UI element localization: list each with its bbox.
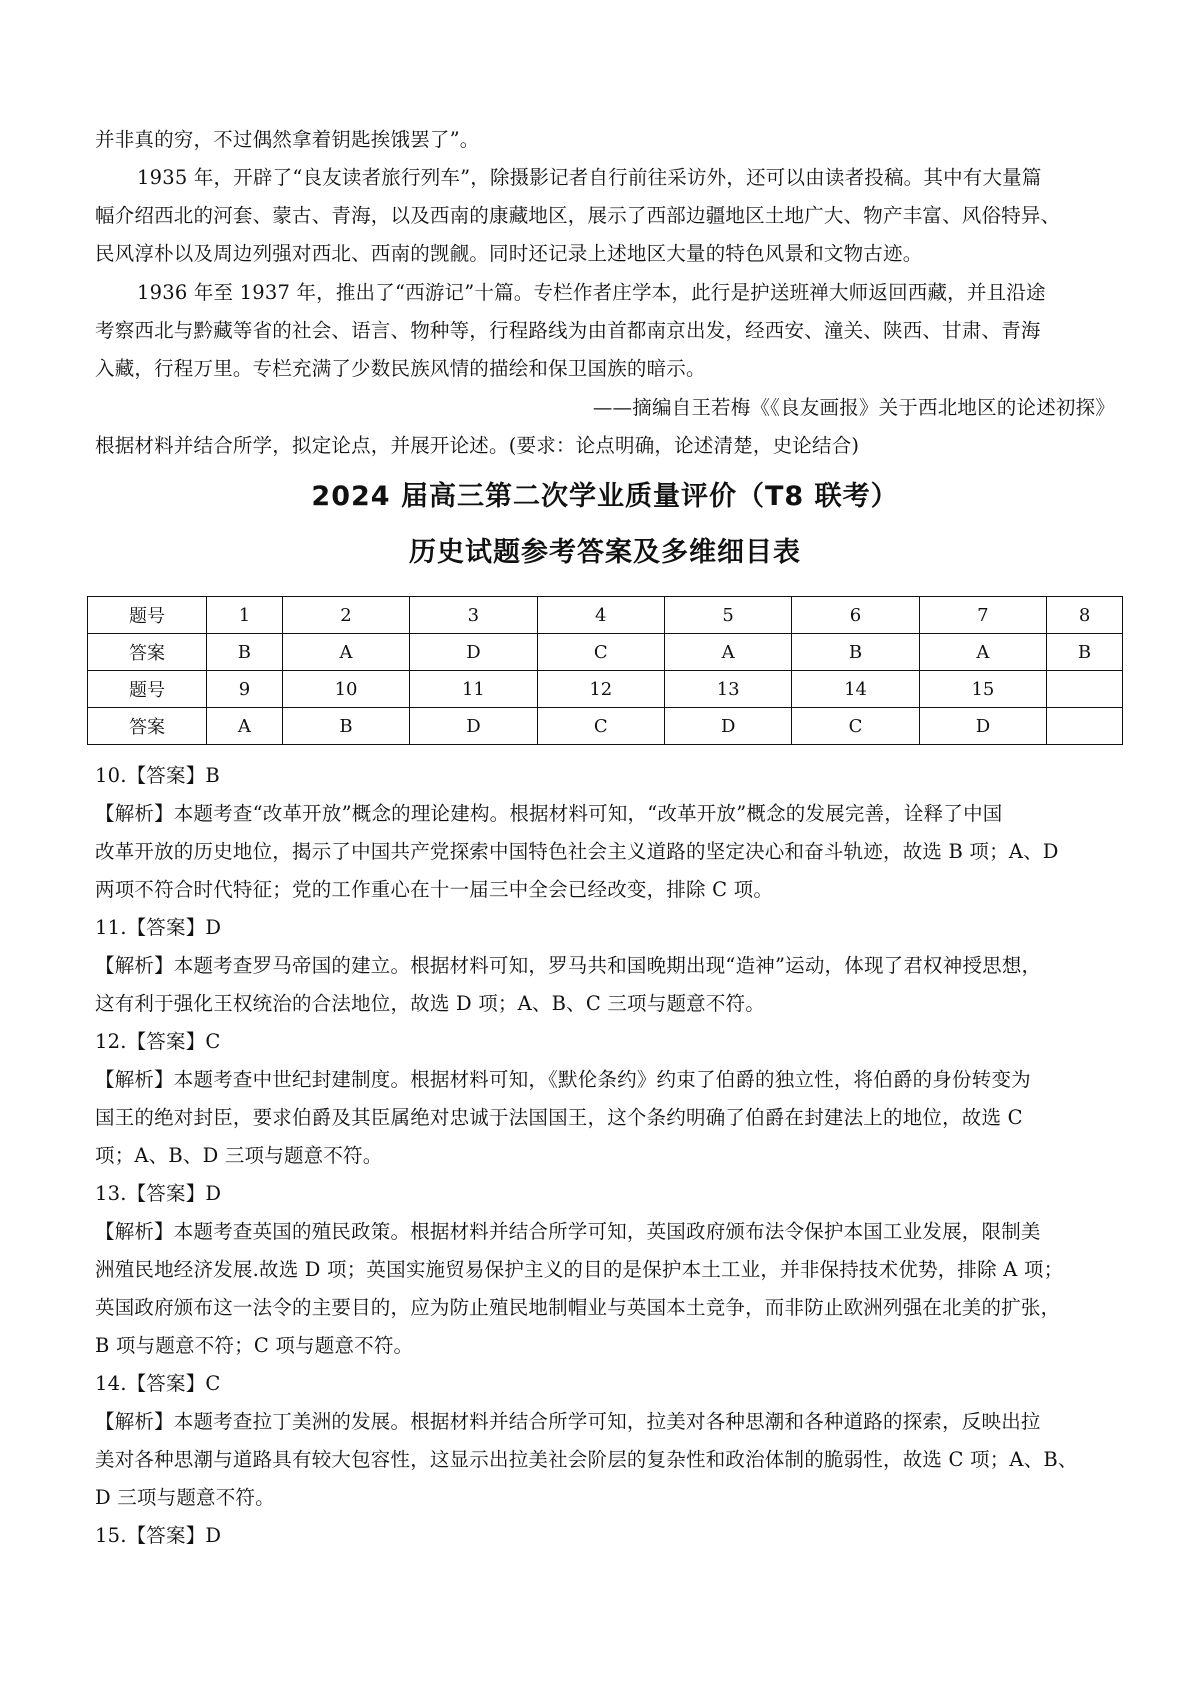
explanation-line: 这有利于强化王权统治的合法地位，故选 D 项；A、B、C 三项与题意不符。	[95, 992, 765, 1015]
answer-cell: A	[664, 634, 791, 671]
answer-cell: B	[1047, 634, 1123, 671]
material-line: 幅介绍西北的河套、蒙古、青海，以及西南的康藏地区，展示了西部边疆地区土地广大、物产丰富、风俗特异、	[95, 204, 1061, 227]
material-line: 考察西北与黔藏等省的社会、语言、物种等，行程路线为由首都南京出发，经西安、潼关、陕西、甘肃、青海	[95, 319, 1041, 342]
answer-cell: B	[282, 708, 409, 745]
explanation-line: 美对各种思潮与道路具有较大包容性，这显示出拉美社会阶层的复杂性和政治体制的脆弱性，故选 C 项；A、B、	[95, 1448, 1078, 1471]
explanation-line: 英国政府颁布这一法令的主要目的，应为防止殖民地制帽业与英国本土竞争，而非防止欧洲列强在北美的扩张，	[95, 1296, 1061, 1319]
explanation-line: 两项不符合时代特征；党的工作重心在十一届三中全会已经改变，排除 C 项。	[95, 878, 774, 901]
answer-cell: A	[207, 708, 283, 745]
material-line: 1935 年，开辟了“良友读者旅行列车”，除摄影记者自行前往采访外，还可以由读者投稿。其中有大量篇	[137, 166, 1042, 189]
answer-heading: 15.【答案】D	[95, 1524, 222, 1547]
explanation-line: 国王的绝对封臣，要求伯爵及其臣属绝对忠诚于法国国王，这个条约明确了伯爵在封建法上的地位，故选 C	[95, 1106, 1023, 1129]
material-source: ——摘编自王若梅《《良友画报》关于西北地区的论述初探》	[592, 396, 1115, 419]
question-number-cell: 14	[792, 671, 919, 708]
table-row	[88, 671, 1123, 708]
answer-cell	[1047, 708, 1123, 745]
explanation-line: B 项与题意不符；C 项与题意不符。	[95, 1334, 414, 1357]
answer-cell: D	[410, 708, 537, 745]
answer-heading: 14.【答案】C	[95, 1372, 221, 1395]
answer-heading: 10.【答案】B	[95, 764, 220, 787]
answer-cell: D	[919, 708, 1046, 745]
essay-question: 根据材料并结合所学，拟定论点，并展开论述。(要求：论点明确，论述清楚，史论结合)	[95, 434, 860, 457]
document-title: 2024 届高三第二次学业质量评价（T8 联考）	[311, 481, 899, 512]
answer-heading: 12.【答案】C	[95, 1030, 221, 1053]
explanation-line: D 三项与题意不符。	[95, 1486, 275, 1509]
question-number-cell: 8	[1047, 597, 1123, 634]
table-header-cell: 题号	[88, 597, 207, 634]
table-row	[88, 634, 1123, 671]
answer-cell: A	[919, 634, 1046, 671]
material-line: 1936 年至 1937 年，推出了“西游记”十篇。专栏作者庄学本，此行是护送班禅大师返回西藏，并且沿途	[137, 281, 1046, 304]
question-number-cell: 1	[207, 597, 283, 634]
question-number-cell: 7	[919, 597, 1046, 634]
question-number-cell: 2	[282, 597, 409, 634]
answer-heading: 13.【答案】D	[95, 1182, 222, 1205]
explanation-line: 【解析】本题考查罗马帝国的建立。根据材料可知，罗马共和国晚期出现“造神”运动，体现了君权神授思想，	[95, 954, 1042, 977]
answer-cell: D	[664, 708, 791, 745]
explanation-line: 【解析】本题考查拉丁美洲的发展。根据材料并结合所学可知，拉美对各种思潮和各种道路的探索，反映出拉	[95, 1410, 1041, 1433]
question-number-cell: 3	[410, 597, 537, 634]
answer-cell: A	[282, 634, 409, 671]
answer-cell: B	[792, 634, 919, 671]
answer-cell: C	[537, 708, 664, 745]
answer-cell: D	[410, 634, 537, 671]
table-header-cell: 答案	[88, 708, 207, 745]
question-number-cell	[1047, 671, 1123, 708]
question-number-cell: 4	[537, 597, 664, 634]
document-subtitle: 历史试题参考答案及多维细目表	[409, 537, 801, 568]
explanation-line: 【解析】本题考查“改革开放”概念的理论建构。根据材料可知，“改革开放”概念的发展完善，诠释了中国	[95, 802, 1003, 825]
answer-cell: B	[207, 634, 283, 671]
question-number-cell: 11	[410, 671, 537, 708]
explanation-line: 【解析】本题考查英国的殖民政策。根据材料并结合所学可知，英国政府颁布法令保护本国工业发展，限制美	[95, 1220, 1041, 1243]
question-number-cell: 12	[537, 671, 664, 708]
answer-heading: 11.【答案】D	[95, 916, 222, 939]
table-header-cell: 答案	[88, 634, 207, 671]
material-line: 并非真的穷，不过偶然拿着钥匙挨饿罢了”。	[95, 128, 480, 151]
question-number-cell: 15	[919, 671, 1046, 708]
table-row	[88, 708, 1123, 745]
question-number-cell: 9	[207, 671, 283, 708]
answer-cell: C	[537, 634, 664, 671]
question-number-cell: 13	[664, 671, 791, 708]
answer-cell: C	[792, 708, 919, 745]
explanation-line: 项；A、B、D 三项与题意不符。	[95, 1144, 383, 1167]
table-row	[88, 597, 1123, 634]
question-number-cell: 10	[282, 671, 409, 708]
question-number-cell: 5	[664, 597, 791, 634]
answer-table	[87, 596, 1123, 745]
explanation-line: 洲殖民地经济发展.故选 D 项；英国实施贸易保护主义的目的是保护本土工业，并非保持技术优势，排除 A 项；	[95, 1258, 1064, 1281]
explanation-line: 改革开放的历史地位，揭示了中国共产党探索中国特色社会主义道路的坚定决心和奋斗轨迹，故选 B 项；A、D	[95, 840, 1059, 863]
material-line: 入藏，行程万里。专栏充满了少数民族风情的描绘和保卫国族的暗示。	[95, 357, 706, 380]
table-header-cell: 题号	[88, 671, 207, 708]
material-line: 民风淳朴以及周边列强对西北、西南的觊觎。同时还记录上述地区大量的特色风景和文物古迹。	[95, 242, 923, 265]
question-number-cell: 6	[792, 597, 919, 634]
explanation-line: 【解析】本题考查中世纪封建制度。根据材料可知，《默伦条约》约束了伯爵的独立性，将伯爵的身份转变为	[95, 1068, 1031, 1091]
